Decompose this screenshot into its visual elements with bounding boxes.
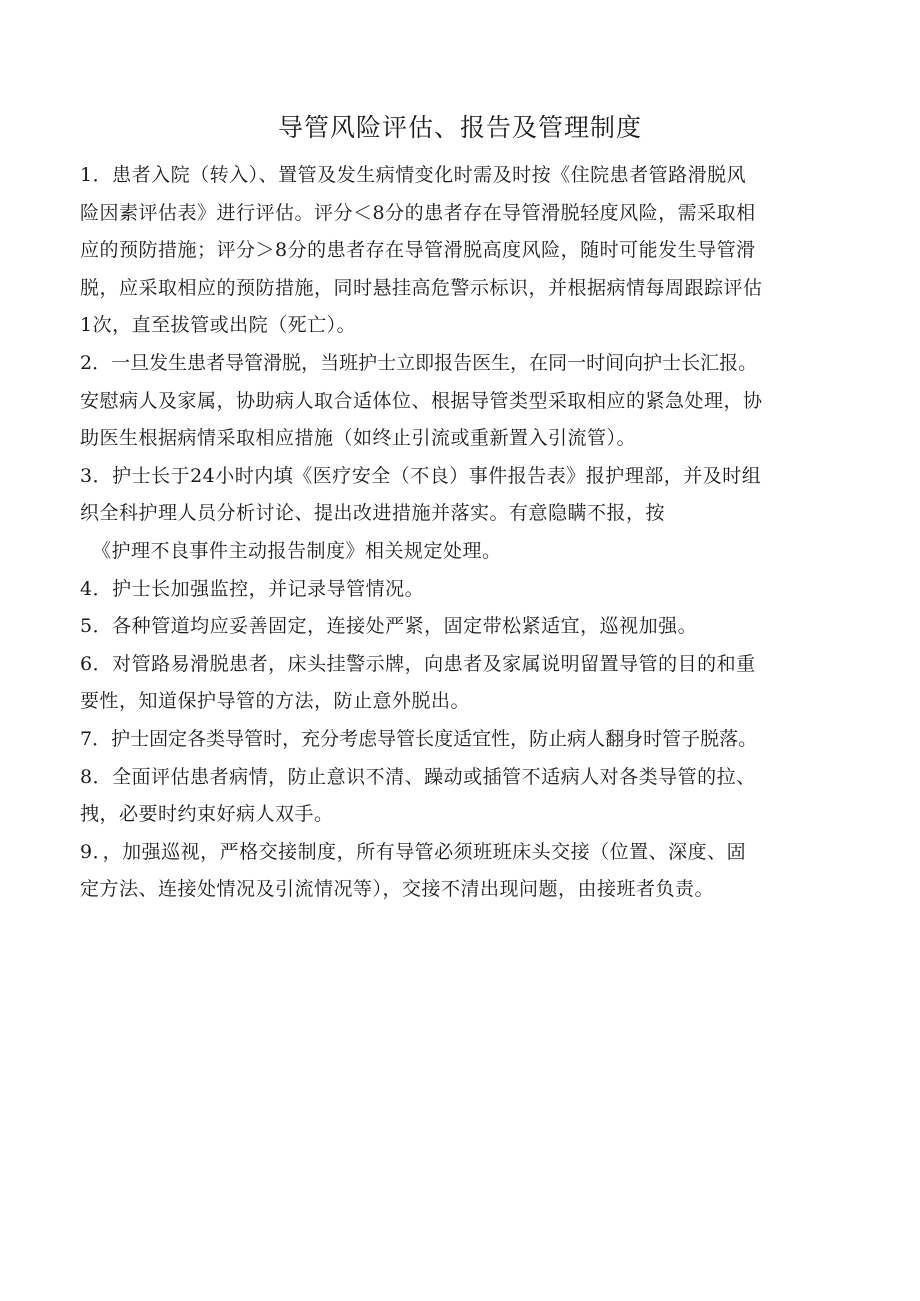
rule-1-line-5: 1次，直至拔管或出院（死亡）。: [80, 314, 357, 337]
rule-1-line-2: 险因素评估表》进行评估。评分＜8分的患者存在导管滑脱轻度风险，需采取相: [80, 201, 756, 224]
rule-5: [80, 608, 855, 646]
page-title: 导管风险评估、报告及管理制度: [277, 113, 642, 142]
rule-9-line-1: 9．，加强巡视，严格交接制度，所有导管必须班班床头交接（位置、深度、固: [80, 840, 747, 863]
rule-5-line-1: 5．各种管道均应妥善固定，连接处严紧，固定带松紧适宜，巡视加强。: [80, 615, 698, 638]
rule-8: [80, 759, 855, 834]
rule-9-line-2: 定方法、连接处情况及引流情况等），交接不清出现问题，由接班者负责。: [80, 878, 715, 901]
rule-2-line-2: 安慰病人及家属，协助病人取合适体位、根据导管类型采取相应的紧急处理，协: [80, 389, 763, 412]
rule-1: [80, 157, 855, 345]
rule-1-line-3: 应的预防措施；评分＞8分的患者存在导管滑脱高度风险，随时可能发生导管滑: [80, 239, 756, 262]
rule-3-line-3: 《护理不良事件主动报告制度》相关规定处理。: [92, 539, 502, 562]
rule-2-line-3: 助医生根据病情采取相应措施（如终止引流或重新置入引流管）。: [80, 427, 637, 450]
rule-7: [80, 721, 855, 759]
rule-6: [80, 646, 855, 721]
rule-2: [80, 345, 855, 458]
rule-4-line-1: 4．护士长加强监控，并记录导管情况。: [80, 577, 425, 600]
rule-4: [80, 571, 855, 609]
rule-2-line-1: 2．一旦发生患者导管滑脱，当班护士立即报告医生，在同一时间向护士长汇报。: [80, 351, 758, 374]
rule-9: [80, 834, 855, 909]
rule-6-line-1: 6．对管路易滑脱患者，床头挂警示牌，向患者及家属说明留置导管的目的和重: [80, 652, 756, 675]
rule-1-line-1: 1．患者入院（转入）、置管及发生病情变化时需及时按《住院患者管路滑脱风: [80, 164, 747, 186]
rule-3: [80, 458, 855, 571]
rule-3-line-1: 3．护士长于24小时内填《医疗安全（不良）事件报告表》报护理部，并及时组: [80, 464, 762, 487]
rule-7-line-1: 7．护士固定各类导管时，充分考虑导管长度适宜性，防止病人翻身时管子脱落。: [80, 727, 758, 750]
document-body: [80, 157, 855, 909]
rule-8-line-2: 拽，必要时约束好病人双手。: [80, 803, 334, 826]
rule-8-line-1: 8．全面评估患者病情，防止意识不清、躁动或插管不适病人对各类导管的拉、: [80, 765, 756, 788]
rule-1-line-4: 脱，应采取相应的预防措施，同时悬挂高危警示标识，并根据病情每周跟踪评估: [80, 276, 763, 299]
rule-6-line-2: 要性，知道保护导管的方法，防止意外脱出。: [80, 690, 471, 713]
rule-3-line-2: 织全科护理人员分析讨论、提出改进措施并落实。有意隐瞒不报，按: [80, 502, 666, 525]
